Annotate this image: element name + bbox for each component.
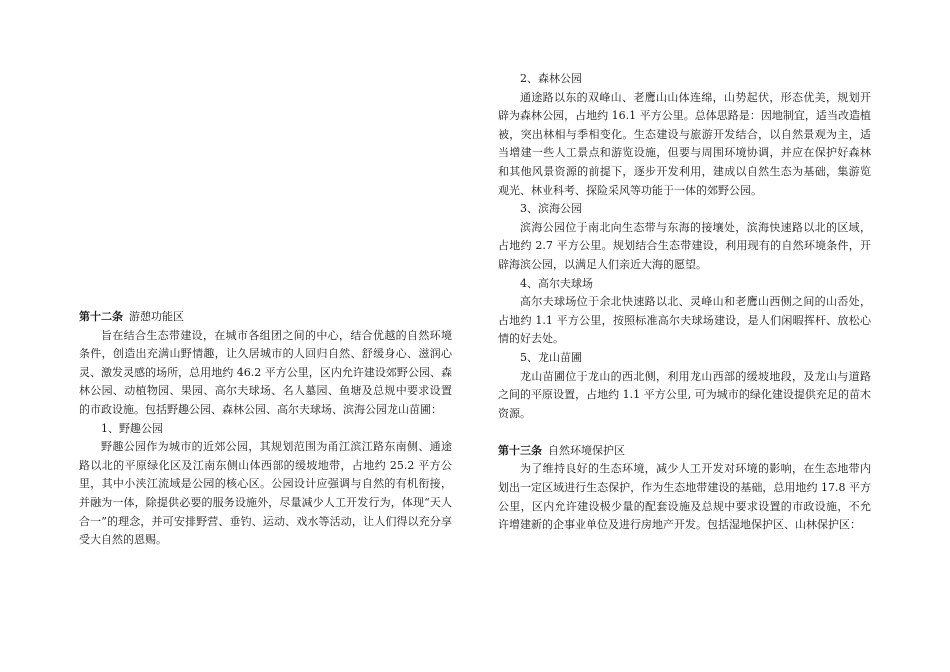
article-13-heading: [498, 442, 871, 461]
park-5-body: 龙山苗圃位于龙山的西北侧，利用龙山西部的缓坡地段，及龙山与道路之间的平原设置，占地约 1.1 平方公里, 可为城市的绿化建设提供充足的苗木资源。: [498, 369, 871, 420]
park-4-body: 高尔夫球场位于余北快速路以北、灵峰山和老鹰山西侧之间的山岙处，占地约 1.1 平方公里，按照标准高尔夫球场建设，是人们闲暇挥杆、放松心情的好去处。: [498, 295, 871, 346]
park-4-heading: 4、高尔夫球场: [520, 276, 593, 290]
left-column: [79, 308, 452, 550]
article-13-number: 第十三条: [498, 443, 542, 457]
park-3-heading: 3、滨海公园: [520, 202, 582, 216]
article-13-title: 自然环境保护区: [548, 443, 625, 457]
park-3-body: 滨海公园位于南北向生态带与东海的接壤处，滨海快速路以北的区域，占地约 2.7 平方公里。规划结合生态带建设，利用现有的自然环境条件，开辟海滨公园，以满足人们亲近大海的愿望。: [498, 220, 871, 271]
park-2-body: 通途路以东的双峰山、老鹰山山体连绵，山势起伏，形态优美，规划开辟为森林公园，占地约 16.1 平方公里。总体思路是：因地制宜，适当改造植被，突出林相与季相变化。生态建设与旅游开发结合，以自然景观为主，适当增建一些人工景点和游览设施，但要与周围环境协调，并应在保护好森林和其他风景资源的前提下，逐步开发利用，建成以自然生态为基础，集游览观光、林业科考、探险采风等功能于一体的郊野公园。: [498, 90, 871, 197]
section-spacer: [498, 423, 871, 442]
park-1-body: 野趣公园作为城市的近郊公园，其规划范围为甬江滨江路东南侧、通途路以北的平原绿化区及江南东侧山体西部的缓坡地带，占地约 25.2 平方公里，其中小浃江流域是公园的核心区。公园设计应强调与自然的有机衔接，并融为一体，除提供必要的服务设施外，尽量减少人工开发行为，体现“天人合一”的理念，并可安排野营、垂钓、运动、戏水等活动，让人们得以充分享受大自然的恩赐。: [79, 440, 452, 547]
right-column: [498, 70, 871, 535]
park-5-heading: 5、龙山苗圃: [520, 350, 582, 364]
article-12-number: 第十二条: [79, 310, 123, 323]
article-12-intro: 旨在结合生态带建设，在城市各组团之间的中心，结合优越的自然环境条件，创造出充满山野情趣，让久居城市的人回归自然、舒缓身心、滋润心灵、激发灵感的场所，总用地约 46.2 平方公里，区内允许建设郊野公园、森林公园、动植物园、果园、高尔夫球场、名人墓园、鱼塘及总规中要求设置的市政设施。包括野趣公园、森林公园、高尔夫球场、滨海公园龙山苗圃：: [79, 328, 452, 416]
park-2-heading: 2、森林公园: [520, 72, 582, 85]
article-13-intro: 为了维持良好的生态环境，减少人工开发对环境的影响，在生态地带内划出一定区域进行生态保护，作为生态地带建设的基础，总用地约 17.8 平方公里，区内允许建设极少量的配套设施及总规中要求设置的市政设施，不允许增建新的企事业单位及进行房地产开发。包括湿地保护区、山林保护区：: [498, 462, 871, 532]
park-1-heading: 1、野趣公园: [101, 421, 163, 435]
article-12-title: 游憩功能区: [129, 310, 184, 323]
article-12-heading: [79, 308, 452, 327]
